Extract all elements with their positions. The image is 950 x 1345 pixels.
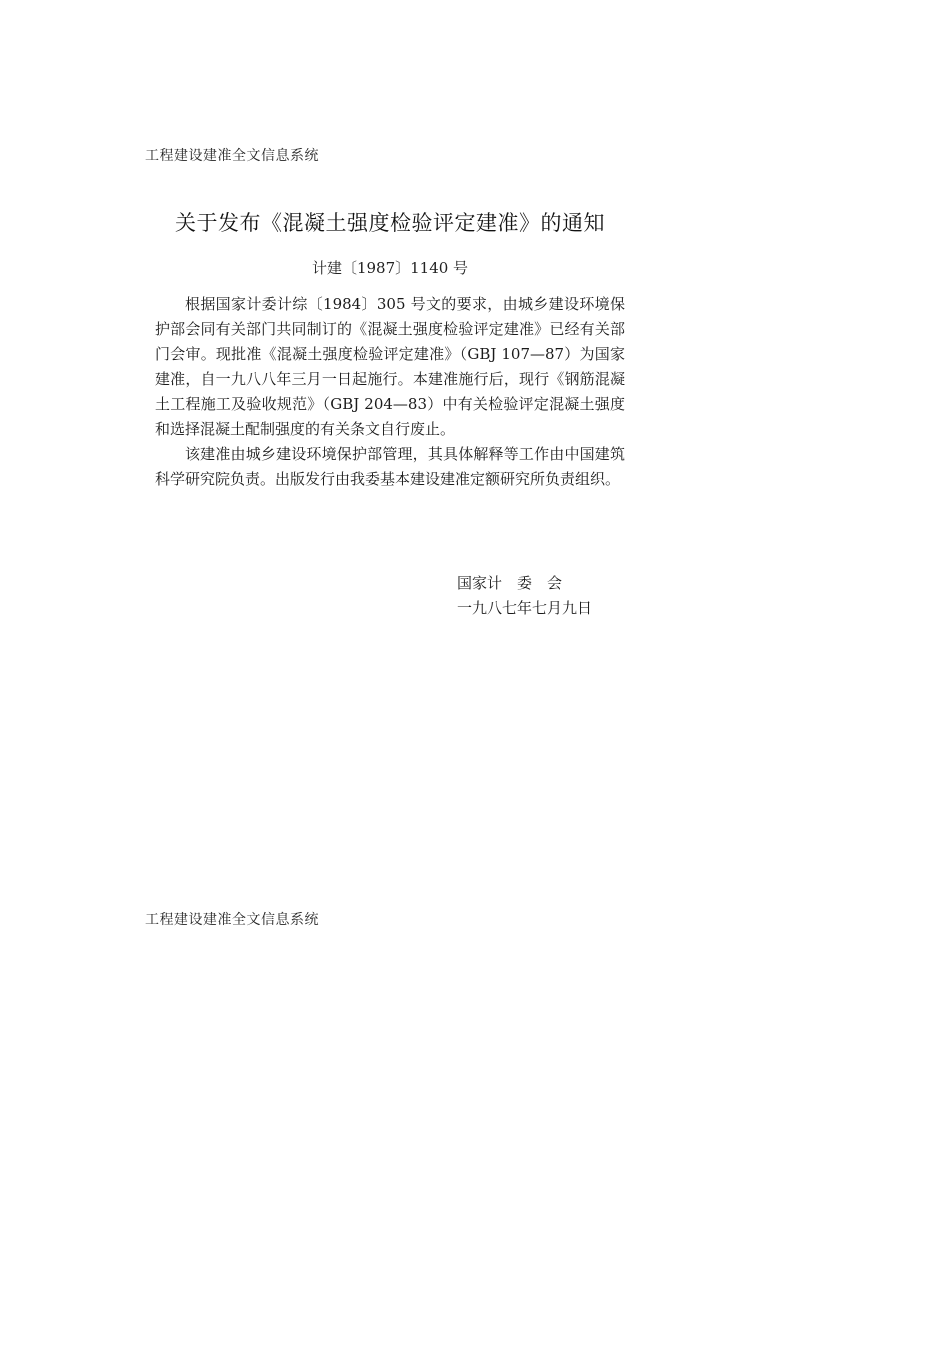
running-header-top: 工程建设建准全文信息系统 bbox=[145, 148, 319, 164]
signature-organization: 国家计 委 会 bbox=[457, 574, 563, 592]
notice-title: 关于发布《混凝土强度检验评定建准》的通知 bbox=[175, 211, 605, 235]
body-paragraph-2: 该建准由城乡建设环境保护部管理，其具体解释等工作由中国建筑科学研究院负责。出版发行由我委基本建设建准定额研究所负责组织。 bbox=[155, 445, 625, 488]
notice-body bbox=[155, 292, 625, 492]
document-number: 计建〔1987〕1140 号 bbox=[311, 259, 469, 277]
signature-date: 一九八七年七月九日 bbox=[457, 599, 593, 617]
body-paragraph-1: 根据国家计委计综〔1984〕305 号文的要求，由城乡建设环境保护部会同有关部门共同制订的《混凝土强度检验评定建准》已经有关部门会审。现批准《混凝土强度检验评定建准》（GBJ 107—87）为国家建准，自一九八八年三月一日起施行。本建准施行后，现行《钢筋混凝土工程施工及验收规范》（GBJ 204—83）中有关检验评定混凝土强度和选择混凝土配制强度的有关条文自行废止。 bbox=[155, 295, 625, 438]
running-header-bottom: 工程建设建准全文信息系统 bbox=[145, 912, 319, 928]
